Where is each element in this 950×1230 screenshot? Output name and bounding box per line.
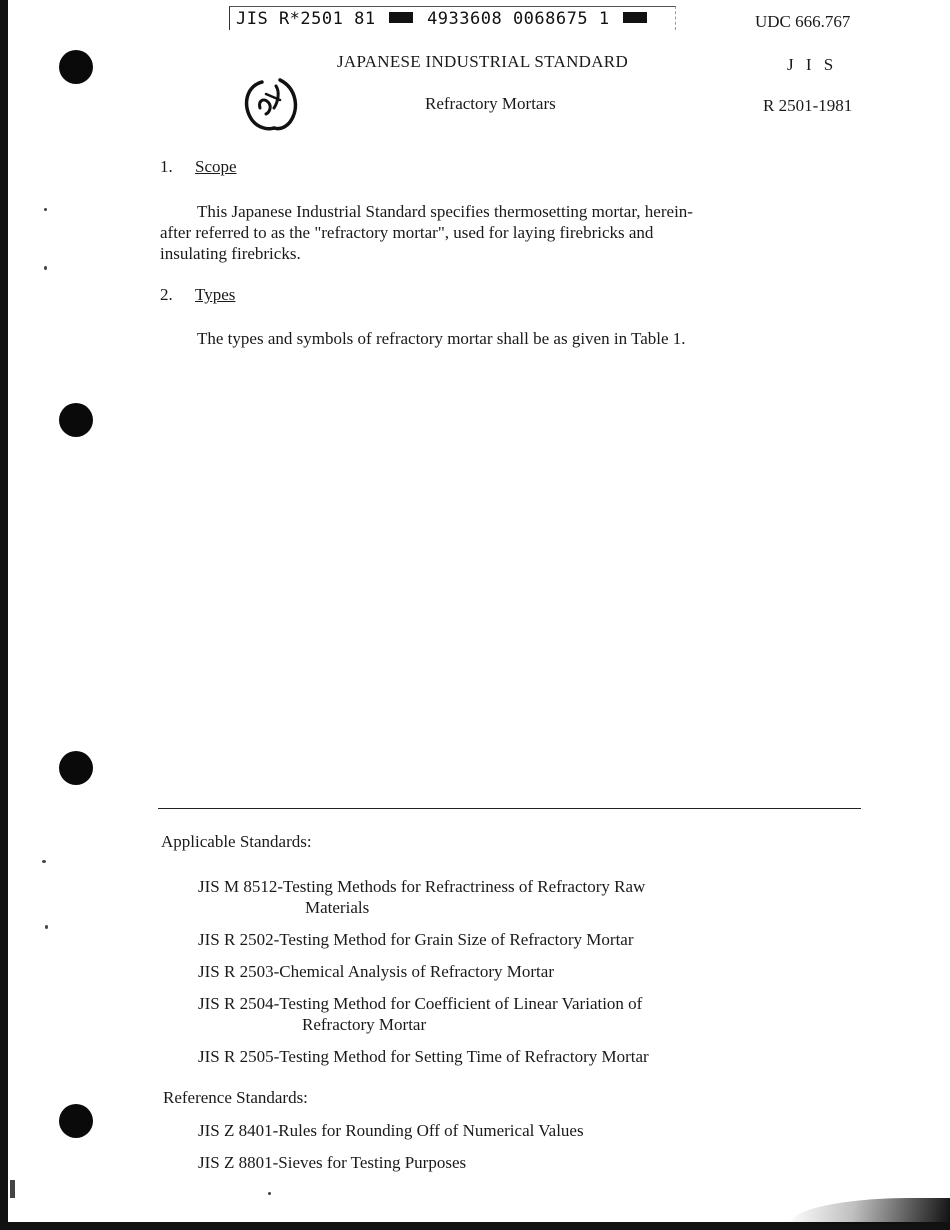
applicable-standards-label: Applicable Standards: [161, 832, 312, 851]
standard-item-text: JIS M 8512-Testing Methods for Refractriness of Refractory Raw [198, 877, 646, 896]
scan-smudge [790, 1198, 950, 1224]
standard-item-text: JIS R 2505-Testing Method for Setting Time of Refractory Mortar [198, 1047, 649, 1066]
scan-speck [42, 860, 46, 863]
applicable-standard-item [198, 993, 642, 1035]
applicable-standard-item [198, 961, 554, 982]
stamp-code: JIS R*2501 81 [236, 9, 376, 29]
standard-item-text: JIS Z 8801-Sieves for Testing Purposes [198, 1153, 467, 1172]
catalog-stamp-text [236, 9, 650, 29]
stamp-block [623, 12, 647, 23]
section-title-types: Types [195, 285, 236, 304]
applicable-standard-item [198, 876, 645, 918]
standard-title: Refractory Mortars [425, 94, 556, 113]
scope-paragraph [160, 201, 693, 264]
paragraph-line: This Japanese Industrial Standard specifies thermosetting mortar, herein- [197, 202, 693, 221]
punch-hole [59, 751, 93, 785]
standard-number: R 2501-1981 [763, 96, 853, 115]
paragraph-line: insulating firebricks. [160, 244, 301, 263]
applicable-standard-item [198, 929, 634, 950]
scan-speck [10, 1180, 15, 1198]
standard-item-text: JIS R 2503-Chemical Analysis of Refractory Mortar [198, 962, 554, 981]
scan-speck [44, 266, 47, 270]
reference-standard-item [198, 1152, 466, 1173]
stamp-number: 4933608 0068675 1 [427, 9, 610, 29]
scan-speck [268, 1192, 271, 1195]
standard-item-continuation: Refractory Mortar [302, 1015, 427, 1034]
punch-hole [59, 50, 93, 84]
reference-standard-item [198, 1120, 584, 1141]
standard-item-text: JIS R 2502-Testing Method for Grain Size of Refractory Mortar [198, 930, 634, 949]
section-title-scope: Scope [195, 157, 237, 176]
paragraph-line: after referred to as the "refractory mortar", used for laying firebricks and [160, 223, 654, 242]
standard-item-text: JIS R 2504-Testing Method for Coefficient of Linear Variation of [198, 994, 643, 1013]
standard-item-continuation: Materials [305, 898, 370, 917]
scan-speck [44, 208, 47, 211]
paragraph-line: The types and symbols of refractory mortar shall be as given in Table 1. [197, 329, 686, 348]
punch-hole [59, 403, 93, 437]
section-number: 2. [160, 285, 173, 304]
scan-speck [45, 925, 48, 929]
stamp-block [389, 12, 413, 23]
scan-left-edge [0, 0, 8, 1230]
applicable-standard-item [198, 1046, 649, 1067]
types-paragraph [197, 328, 686, 349]
jis-mark-logo [240, 72, 302, 134]
punch-hole [59, 1104, 93, 1138]
jis-label: J I S [787, 55, 838, 74]
standard-item-text: JIS Z 8401-Rules for Rounding Off of Numerical Values [198, 1121, 584, 1140]
udc-code: UDC 666.767 [755, 12, 851, 31]
section-number: 1. [160, 157, 173, 176]
reference-standards-label: Reference Standards: [163, 1088, 308, 1107]
standard-name: JAPANESE INDUSTRIAL STANDARD [337, 52, 629, 71]
catalog-stamp [229, 6, 676, 30]
footnote-divider [158, 808, 861, 809]
